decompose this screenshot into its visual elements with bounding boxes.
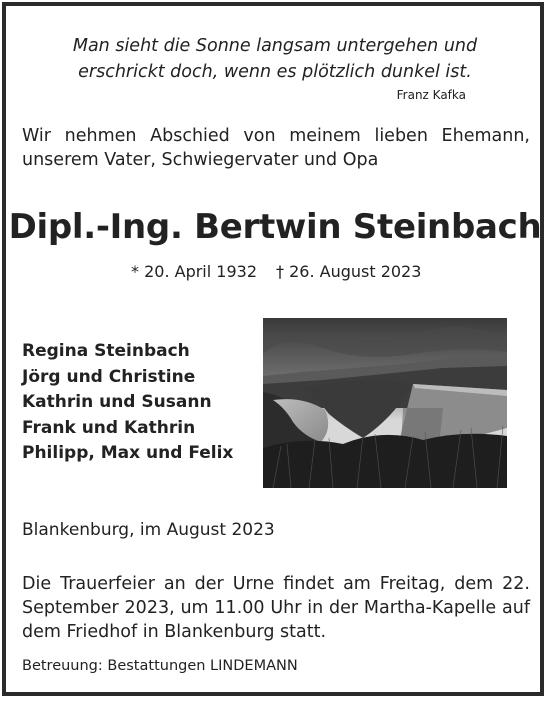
deceased-name: Dipl.-Ing. Bertwin Steinbach (8, 207, 542, 247)
mourner-name: Jörg und Christine (22, 366, 196, 387)
funeral-info: Die Trauerfeier an der Urne findet am Freitag, dem 22. September 2023, um 11.00 Uhr in der Martha-Kapelle auf dem Friedhof in Blankenburg statt. (22, 574, 530, 642)
death-date: † 26. August 2023 (276, 262, 422, 281)
mourner-name: Kathrin und Susann (22, 392, 212, 412)
undertaker-line: Betreuung: Bestattungen LINDEMANN (22, 658, 298, 674)
place-and-date: Blankenburg, im August 2023 (22, 520, 275, 540)
mourner-name: Regina Steinbach (22, 341, 190, 361)
quote-author: Franz Kafka (396, 88, 466, 102)
mourner-name: Frank und Kathrin (22, 417, 196, 438)
quote-line-1: Man sieht die Sonne langsam untergehen und (72, 36, 478, 56)
birth-date: * 20. April 1932 (131, 262, 257, 281)
mourner-name: Philipp, Max und Felix (22, 443, 234, 463)
landscape-photo (263, 318, 507, 488)
intro-text: Wir nehmen Abschied von meinem lieben Ehemann, unserem Vater, Schwiegervater und Opa (22, 126, 530, 170)
mourners-list (22, 339, 233, 467)
quote-line-2: erschrickt doch, wenn es plötzlich dunkel ist. (78, 62, 472, 82)
